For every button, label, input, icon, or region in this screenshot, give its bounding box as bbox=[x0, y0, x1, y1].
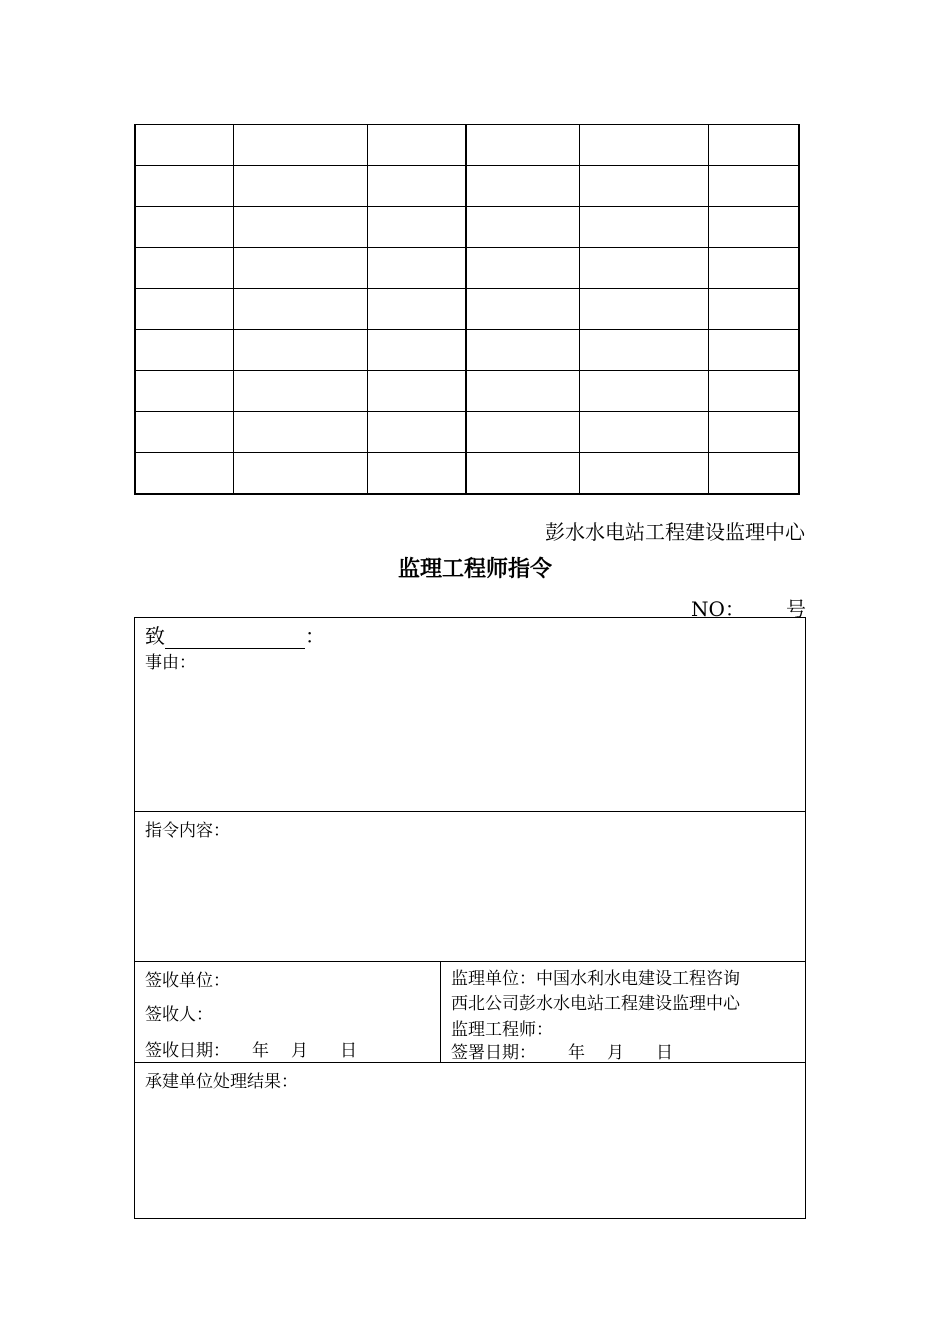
table-cell[interactable] bbox=[233, 166, 367, 207]
table-cell[interactable] bbox=[708, 289, 799, 330]
addressee-field[interactable] bbox=[165, 628, 305, 649]
result-section bbox=[135, 1063, 805, 1218]
supervisor-month: 月 bbox=[607, 1043, 624, 1063]
table-cell[interactable] bbox=[466, 330, 579, 371]
table-cell[interactable] bbox=[135, 412, 233, 453]
table-cell[interactable] bbox=[466, 125, 579, 166]
table-row bbox=[135, 330, 799, 371]
number-label: NO： bbox=[691, 597, 745, 621]
number-suffix: 号 bbox=[786, 597, 806, 621]
table-cell[interactable] bbox=[233, 248, 367, 289]
table-cell[interactable] bbox=[579, 412, 708, 453]
table-cell[interactable] bbox=[367, 289, 466, 330]
table-cell[interactable] bbox=[708, 412, 799, 453]
table-cell[interactable] bbox=[466, 166, 579, 207]
table-row bbox=[135, 371, 799, 412]
table-cell[interactable] bbox=[233, 207, 367, 248]
table-row bbox=[135, 166, 799, 207]
table-cell[interactable] bbox=[233, 371, 367, 412]
table-cell[interactable] bbox=[466, 371, 579, 412]
receiver-person-label: 签收人： bbox=[145, 1005, 213, 1025]
table-cell[interactable] bbox=[708, 125, 799, 166]
table-cell[interactable] bbox=[367, 248, 466, 289]
addressee-line bbox=[145, 620, 325, 649]
table-cell[interactable] bbox=[233, 289, 367, 330]
table-cell[interactable] bbox=[135, 166, 233, 207]
table-row bbox=[135, 412, 799, 453]
supervisor-year: 年 bbox=[568, 1043, 585, 1063]
supervisor-engineer-label: 监理工程师： bbox=[451, 1020, 553, 1040]
table-cell[interactable] bbox=[579, 289, 708, 330]
table-cell[interactable] bbox=[135, 330, 233, 371]
table-row bbox=[135, 289, 799, 330]
content-label: 指令内容： bbox=[145, 821, 230, 841]
supervisor-date-line bbox=[451, 1038, 673, 1063]
table-cell[interactable] bbox=[135, 453, 233, 495]
table-cell[interactable] bbox=[233, 330, 367, 371]
grid-body bbox=[135, 125, 799, 495]
table-row bbox=[135, 125, 799, 166]
table-cell[interactable] bbox=[367, 371, 466, 412]
receiver-day: 日 bbox=[340, 1041, 357, 1061]
reason-label: 事由： bbox=[145, 653, 196, 673]
table-cell[interactable] bbox=[367, 166, 466, 207]
table-cell[interactable] bbox=[466, 248, 579, 289]
supervisor-date-label: 签署日期： bbox=[451, 1043, 536, 1063]
table-cell[interactable] bbox=[579, 248, 708, 289]
table-cell[interactable] bbox=[579, 371, 708, 412]
table-cell[interactable] bbox=[579, 166, 708, 207]
receiver-date-line bbox=[145, 1036, 357, 1061]
page-title: 监理工程师指令 bbox=[397, 556, 552, 582]
table-cell[interactable] bbox=[708, 207, 799, 248]
table-cell[interactable] bbox=[233, 125, 367, 166]
table-cell[interactable] bbox=[135, 207, 233, 248]
table-cell[interactable] bbox=[135, 289, 233, 330]
table-cell[interactable] bbox=[367, 330, 466, 371]
content-section bbox=[135, 812, 805, 962]
table-cell[interactable] bbox=[367, 453, 466, 495]
table-cell[interactable] bbox=[367, 125, 466, 166]
table-row bbox=[135, 207, 799, 248]
table-cell[interactable] bbox=[135, 371, 233, 412]
receiver-month: 月 bbox=[291, 1041, 308, 1061]
receiver-date-label: 签收日期： bbox=[145, 1041, 230, 1061]
table-cell[interactable] bbox=[579, 453, 708, 495]
blank-grid-table bbox=[134, 124, 800, 495]
table-cell[interactable] bbox=[579, 125, 708, 166]
table-cell[interactable] bbox=[708, 248, 799, 289]
table-cell[interactable] bbox=[135, 125, 233, 166]
table-cell[interactable] bbox=[367, 412, 466, 453]
signature-section bbox=[135, 962, 805, 1063]
table-cell[interactable] bbox=[466, 207, 579, 248]
table-cell[interactable] bbox=[466, 412, 579, 453]
table-cell[interactable] bbox=[466, 289, 579, 330]
table-cell[interactable] bbox=[579, 207, 708, 248]
to-label: 致 bbox=[145, 624, 165, 648]
table-cell[interactable] bbox=[466, 453, 579, 495]
table-cell[interactable] bbox=[708, 166, 799, 207]
org-header: 彭水水电站工程建设监理中心 bbox=[545, 520, 805, 544]
instruction-form bbox=[134, 617, 806, 1219]
result-label: 承建单位处理结果： bbox=[145, 1072, 298, 1092]
table-cell[interactable] bbox=[233, 453, 367, 495]
table-cell[interactable] bbox=[367, 207, 466, 248]
table-cell[interactable] bbox=[708, 330, 799, 371]
table-cell[interactable] bbox=[135, 248, 233, 289]
table-cell[interactable] bbox=[708, 371, 799, 412]
receiver-year: 年 bbox=[252, 1041, 269, 1061]
table-row bbox=[135, 453, 799, 495]
table-cell[interactable] bbox=[233, 412, 367, 453]
table-cell[interactable] bbox=[579, 330, 708, 371]
supervisor-unit-line2: 西北公司彭水水电站工程建设监理中心 bbox=[451, 994, 740, 1014]
table-row bbox=[135, 248, 799, 289]
reason-section bbox=[135, 618, 805, 812]
supervisor-unit-line1: 监理单位：中国水利水电建设工程咨询 bbox=[451, 969, 740, 989]
signature-divider bbox=[440, 962, 441, 1062]
receiver-unit-label: 签收单位： bbox=[145, 971, 230, 991]
table-cell[interactable] bbox=[708, 453, 799, 495]
to-colon: ： bbox=[305, 624, 325, 648]
supervisor-day: 日 bbox=[656, 1043, 673, 1063]
